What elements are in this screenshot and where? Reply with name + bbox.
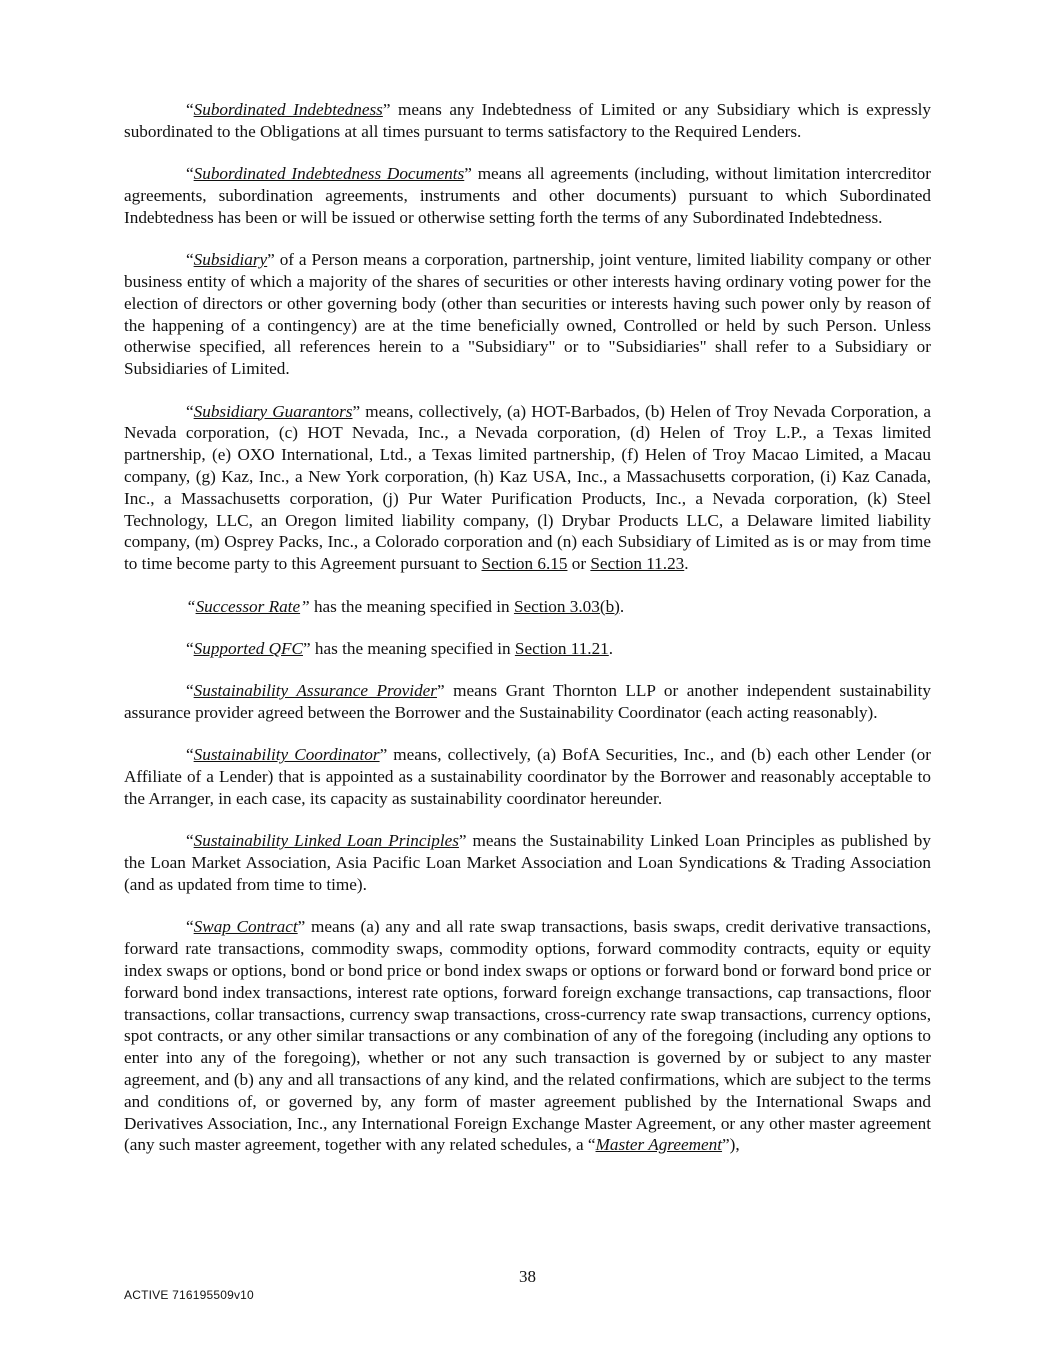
definition-sustainability-assurance-provider: [124, 680, 931, 724]
page-number: 38: [519, 1267, 536, 1286]
definition-subsidiary: [124, 249, 931, 380]
definition-text: of a Person means a corporation, partnership, joint venture, limited liability company or other business entity of which a majority of the shares of securities or other interests having ordinary voting power for the election of directors or other governing body (other than securities or interests having such power only by reason of the happening of a contingency) are at the time beneficially owned, Controlled or held by such Person. Unless otherwise specified, all references herein to a "Subsidiary" or to "Subsidiaries" shall refer to a Subsidiary or Subsidiaries of Limited.: [124, 250, 931, 379]
close-quote: ”: [464, 164, 472, 184]
close-quote: ”: [302, 638, 311, 658]
defined-term: Subordinated Indebtedness Documents: [193, 164, 465, 184]
document-body: [124, 99, 931, 1177]
end-punctuation: .: [619, 596, 625, 616]
definition-text: means any Indebtedness of Limited or any Subsidiary which is expressly subordinated to the Obligations at all times pursuant to terms satisfactory to the Required Lenders.: [124, 100, 931, 141]
definition-text: means all agreements (including, without limitation intercreditor agreements, subordination agreements, instruments and other documents) pursuant to which Subordinated Indebtedness has been or will be issued or otherwise setting forth the terms of any Subordinated Indebtedness.: [124, 164, 931, 227]
section-reference-11-21[interactable]: Section 11.21: [514, 638, 609, 658]
definition-text: means Grant Thornton LLP or another independent sustainability assurance provider agreed between the Borrower and the Sustainability Coordinator (each acting reasonably).: [124, 681, 931, 723]
defined-term-master-agreement: Master Agreement: [595, 1135, 723, 1155]
defined-term: Sustainability Linked Loan Principles: [193, 831, 459, 851]
close-quote: ”: [379, 745, 388, 765]
definition-successor-rate: [124, 596, 931, 618]
open-quote: “: [186, 250, 194, 270]
close-quote: ”: [436, 681, 445, 701]
connector-text: or: [567, 554, 591, 574]
definition-subsidiary-guarantors: [124, 401, 931, 575]
close-quote: ”: [300, 596, 310, 616]
open-quote: “: [186, 681, 194, 701]
section-reference-11-23[interactable]: Section 11.23: [590, 554, 685, 574]
document-id: ACTIVE 716195509v10: [124, 1288, 254, 1302]
definition-subordinated-indebtedness: [124, 99, 931, 143]
close-quote: ”: [382, 100, 391, 119]
defined-term: Supported QFC: [193, 638, 303, 658]
close-quote: ”: [352, 401, 361, 421]
section-reference-3-03b[interactable]: Section 3.03(b): [513, 596, 620, 616]
section-reference-6-15[interactable]: Section 6.15: [481, 554, 568, 574]
end-punctuation: .: [684, 554, 689, 574]
definition-text: means the Sustainability Linked Loan Principles as published by the Loan Market Association, Asia Pacific Loan Market Association and Loan Syndications & Trading Association (and as updated from time to time).: [124, 831, 931, 895]
defined-term: Swap Contract: [193, 917, 298, 937]
definition-swap-contract: [124, 916, 931, 1156]
open-quote: “: [186, 100, 194, 119]
definition-sustainability-linked-loan-principles: [124, 830, 931, 895]
definition-text: means, collectively, (a) BofA Securities, Inc., and (b) each other Lender (or Affiliate of a Lender) that is appointed as a sustainability coordinator by the Borrower and reasonably acceptable to the Arranger, in each case, its capacity as sustainability coordinator hereunder.: [124, 745, 931, 809]
end-punctuation: .: [608, 638, 614, 658]
open-quote: “: [186, 596, 196, 616]
close-quote: ”: [458, 831, 467, 851]
defined-term: Subordinated Indebtedness: [193, 100, 383, 119]
defined-term: Successor Rate: [195, 596, 301, 616]
definition-text: means (a) any and all rate swap transactions, basis swaps, credit derivative transactions, forward rate transactions, commodity swaps, commodity options, forward commodity contracts, equity or equity index swaps or options, bond or bond price or bond index swaps or options or forward bond or forward bond price or forward bond index transactions, interest rate options, forward foreign exchange transactions, cap transactions, floor transactions, collar transactions, currency swap transactions, cross-currency rate swap transactions, currency options, spot contracts, or any other similar transactions or any combination of any of the foregoing (including any options to enter into any of the foregoing), whether or not any such transaction is governed by or subject to any master agreement, and (b) any and all transactions of any kind, and the related confirmations, which are subject to the terms and conditions of, or governed by, any form of master agreement published by the International Swaps and Derivatives Association, Inc., any International Foreign Exchange Master Agreement, or any other master agreement (any such master agreement, together with any related schedules, a: [124, 917, 931, 1155]
close-quote: ”: [297, 917, 306, 937]
open-quote: “: [186, 745, 194, 765]
open-quote: “: [186, 831, 194, 851]
open-quote: “: [186, 401, 194, 421]
defined-term: Subsidiary: [193, 250, 268, 270]
open-quote: “: [186, 164, 194, 184]
defined-term: Sustainability Coordinator: [193, 745, 380, 765]
definition-subordinated-indebtedness-documents: [124, 163, 931, 228]
close-quote: ”),: [722, 1135, 740, 1155]
definition-text: means, collectively, (a) HOT-Barbados, (b) Helen of Troy Nevada Corporation, a Nevada corporation, (c) HOT Nevada, Inc., a Nevada corporation, (d) Helen of Troy L.P., a Texas limited partnership, (e) OXO International, Ltd., a Texas limited partnership, (f) Helen of Troy Macao Limited, a Macau company, (g) Kaz, Inc., a New York corporation, (h) Kaz USA, Inc., a Massachusetts corporation, (i) Kaz Canada, Inc., a Massachusetts corporation, (j) Pur Water Purification Products, Inc., a Nevada corporation, (k) Steel Technology, LLC, an Oregon limited liability company, (l) Drybar Products LLC, a Delaware limited liability company, (m) Osprey Packs, Inc., a Colorado corporation and (n) each Subsidiary of Limited as is or may from time to time become party to this Agreement pursuant to: [124, 401, 931, 574]
open-quote: “: [186, 917, 194, 937]
definition-sustainability-coordinator: [124, 744, 931, 809]
defined-term: Sustainability Assurance Provider: [193, 681, 437, 701]
close-quote: ”: [267, 250, 275, 270]
definition-text: has the meaning specified in: [310, 638, 515, 658]
open-quote: “: [186, 638, 194, 658]
open-quote: “: [587, 1135, 596, 1155]
defined-term: Subsidiary Guarantors: [193, 401, 353, 421]
definition-supported-qfc: [124, 638, 931, 660]
definition-text: has the meaning specified in: [309, 596, 514, 616]
